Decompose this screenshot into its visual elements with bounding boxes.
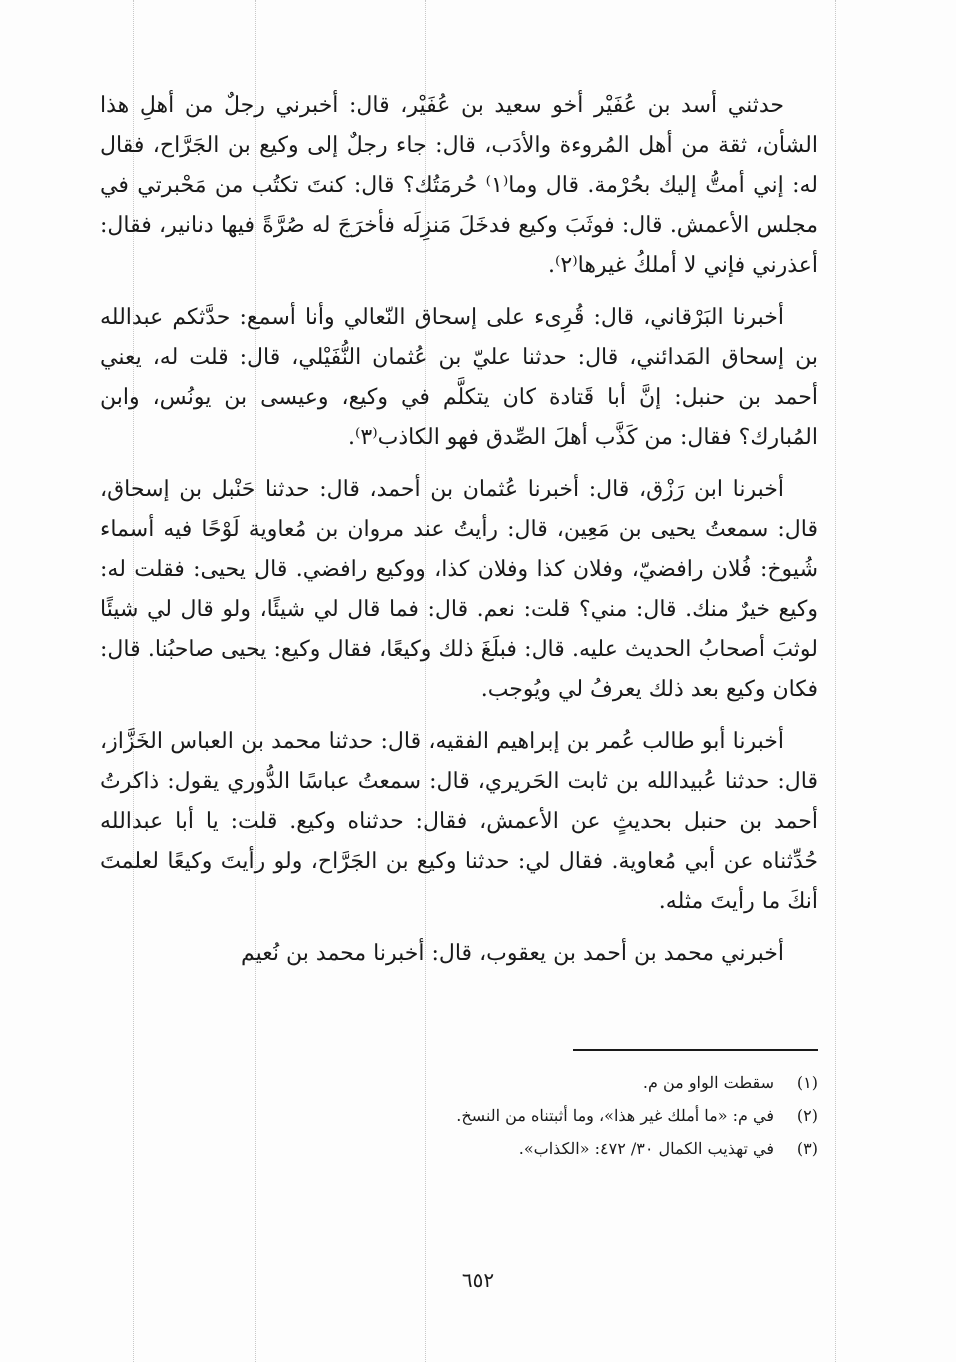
footnote-number: (٢) — [796, 1106, 818, 1125]
footnote-text: في تهذيب الكمال ٣٠/ ٤٧٢: «الكذاب». — [518, 1139, 774, 1158]
paragraph: حدثني أسد بن عُفَيْر أخو سعيد بن عُفَيْر، قال: أخبرني رجلٌ من أهلِ هذا الشأن، ثقة من أهل المُروءة والأدَب، قال: جاء رجلٌ إلى وكيع بن الجَرَّاح، فقال له: إني أمتُّ إليك بحُرْمة. قال وما⁽١⁾ حُرمَتُك؟ قال: كنتَ تكتُب من مَحْبرتي في مجلس الأعمش. قال: فوثَبَ وكيع فدخَلَ مَنزِلَه فأخرَجَ له صُرَّةً فيها دنانير، فقال: أعذرني فإني لا أملكُ غيرها⁽٢⁾. — [100, 93, 819, 278]
paragraph: أخبرنا أبو طالب عُمر بن إبراهيم الفقيه، قال: حدثنا محمد بن العباس الخَزَّاز، قال: حدثنا عُبيدالله بن ثابت الحَريري، قال: سمعتُ عباسًا الدُّوري يقول: ذاكرتُ أحمد بن حنبل بحديثٍ عن الأعمش، فقال: حدثناه وكيع. قلت: يا أبا عبدالله حُدِّثناه عن أبي مُعاوية. فقال لي: حدثنا وكيع بن الجَرَّاح، ولو رأيتَ وكيعًا لعلمتَ أنكَ ما رأيتَ مثله. — [100, 729, 818, 914]
footnote-item — [200, 1132, 818, 1165]
paragraph: أخبرني محمد بن أحمد بن يعقوب، قال: أخبرنا محمد بن نُعيم — [241, 941, 784, 966]
scan-artifact-line — [835, 0, 836, 1362]
footnote-divider — [573, 1049, 818, 1051]
paragraph: أخبرنا ابن رَزْق، قال: أخبرنا عُثمان بن أحمد، قال: حدثنا حَنْبل بن إسحاق، قال: سمعتُ يحيى بن مَعِين، قال: رأيتُ عند مروان بن مُعاوية لَوْحًا فيه أسماء شُيوخ: فُلان رافضيّ، وفلان كذا وفلان كذا، ووكيع رافضي. قال يحيى: فقلت له: وكيع خيرٌ منك. قال: مني؟ قلت: نعم. قال: فما قال لي شيئًا، ولو قال لي شيئًا لوثبَ أصحابُ الحديث عليه. قال: فبلَغَ ذلك وكيعًا، فقال وكيع: يحيى صاحبُنا. قال: فكان وكيع بعد ذلك يعرفُ لي ويُوجب. — [100, 477, 818, 702]
footnote-item — [200, 1066, 818, 1099]
footnote-text: في م: «ما أملك غير هذا»، وما أثبتناه من النسخ. — [456, 1106, 774, 1125]
footnote-item — [200, 1099, 818, 1132]
footnote-number: (٣) — [796, 1139, 818, 1158]
footnote-text: سقطت الواو من م. — [642, 1073, 774, 1092]
footnote-number: (١) — [796, 1073, 818, 1092]
page-number: ٦٥٢ — [461, 1268, 495, 1292]
main-text — [100, 86, 818, 974]
paragraph: أخبرنا البَرْقاني، قال: قُرِىء على إسحاق النّعالي وأنا أسمع: حدَّثكم عبدالله بن إسحاق المَدائني، قال: حدثنا عليّ بن عُثمان النُّفَيْلي، قال: قلت له، يعني أحمد بن حنبل: إنَّ أبا قَتادة كان يتكلَّم في وكيع، وعيسى بن يونُس، وابن المُبارك؟ فقال: من كَذَّب أهلَ الصِّدق فهو الكاذب⁽٣⁾. — [100, 305, 818, 450]
footnotes — [200, 1066, 818, 1165]
